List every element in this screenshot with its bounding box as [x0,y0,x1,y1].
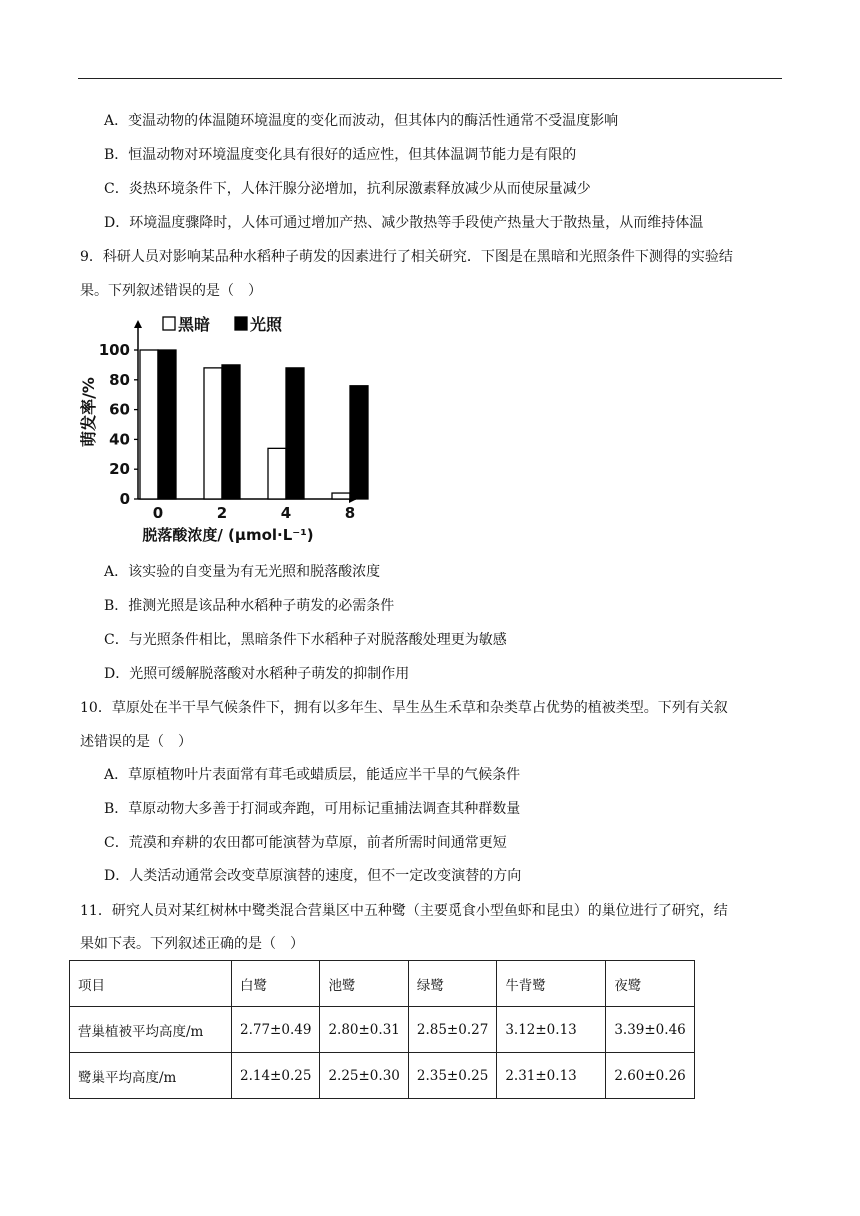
q9-option-c: C．与光照条件相比，黑暗条件下水稻种子对脱落酸处理更为敏感 [104,632,507,648]
bar-light [222,365,240,499]
bar-dark [204,368,222,499]
table-header-cell: 池鹭 [320,961,408,1007]
q9-stem-line1: 9．科研人员对影响某品种水稻种子萌发的因素进行了相关研究．下图是在黑暗和光照条件下测得的实验结 [80,249,733,265]
q10-stem-line2: 述错误的是（ ） [80,734,192,750]
q9-option-a: A．该实验的自变量为有无光照和脱落酸浓度 [104,564,381,580]
bar-light [286,368,304,499]
bar-dark [268,448,286,499]
x-tick-label: 8 [344,504,356,522]
table-cell: 2.80±0.31 [320,1007,408,1053]
x-tick-label: 2 [216,504,228,522]
table-cell: 2.14±0.25 [232,1053,320,1099]
y-axis-label: 萌发率/% [79,377,98,447]
header-rule [78,78,782,79]
q8-option-c: C．炎热环境条件下，人体汗腺分泌增加，抗利尿激素释放减少从而使尿量减少 [104,181,591,197]
legend-swatch-light [235,317,247,330]
table-header-cell: 牛背鹭 [497,961,606,1007]
legend-label-light: 光照 [250,315,283,334]
table-cell: 3.39±0.46 [606,1007,694,1053]
germination-bar-chart [78,312,378,548]
x-axis-label: 脱落酸浓度/ (μmol·L⁻¹) [142,526,314,544]
q10-option-a: A．草原植物叶片表面常有茸毛或蜡质层，能适应半干旱的气候条件 [104,767,521,783]
y-tick-label: 80 [109,370,130,389]
x-tick-label: 4 [280,504,292,522]
table-header-cell: 白鹭 [232,961,320,1007]
table-cell: 2.85±0.27 [408,1007,496,1053]
y-axis-arrow [134,320,142,328]
y-tick-label: 0 [119,490,130,508]
q9-option-b: B．推测光照是该品种水稻种子萌发的必需条件 [104,598,395,614]
q10-option-d: D．人类活动通常会改变草原演替的速度，但不一定改变演替的方向 [104,868,522,884]
q11-stem-line2: 果如下表。下列叙述正确的是（ ） [80,936,304,952]
table-cell: 鹭巢平均高度/m [70,1053,232,1099]
q11-stem-line1: 11．研究人员对某红树林中鹭类混合营巢区中五种鹭（主要觅食小型鱼虾和昆虫）的巢位进行了研究，结 [80,903,728,919]
q10-stem-line1: 10．草原处在半干旱气候条件下，拥有以多年生、旱生丛生禾草和杂类草占优势的植被类型。下列有关叙 [80,700,728,716]
legend-label-dark: 黑暗 [178,315,211,334]
q10-option-b: B．草原动物大多善于打洞或奔跑，可用标记重捕法调查其种群数量 [104,801,521,817]
q9-option-d: D．光照可缓解脱落酸对水稻种子萌发的抑制作用 [104,666,410,682]
table-header-cell: 项目 [70,961,232,1007]
q8-option-a: A．变温动物的体温随环境温度的变化而波动，但其体内的酶活性通常不受温度影响 [104,113,619,129]
table-row [70,1007,695,1053]
table-header-cell: 夜鹭 [606,961,694,1007]
y-tick-label: 60 [109,400,130,419]
q8-option-d: D．环境温度骤降时，人体可通过增加产热、减少散热等手段使产热量大于散热量，从而维持体温 [104,215,704,231]
table-cell: 营巢植被平均高度/m [70,1007,232,1053]
chart-bars [140,350,368,499]
table-cell: 2.77±0.49 [232,1007,320,1053]
y-tick-label: 20 [109,460,130,479]
y-tick-label: 40 [109,430,130,449]
legend-swatch-dark [163,317,175,330]
table-cell: 3.12±0.13 [497,1007,606,1053]
bar-dark [140,350,158,499]
table-cell: 2.31±0.13 [497,1053,606,1099]
table-row [70,1053,695,1099]
bar-dark [332,493,350,499]
bar-light [350,386,368,499]
table-cell: 2.25±0.30 [320,1053,408,1099]
q8-option-b: B．恒温动物对环境温度变化具有很好的适应性，但其体温调节能力是有限的 [104,147,577,163]
table-header-row [70,961,695,1007]
x-tick-label: 0 [152,504,164,522]
heron-nest-table [69,960,695,1099]
chart-legend [163,315,283,334]
table-cell: 2.35±0.25 [408,1053,496,1099]
table-header-cell: 绿鹭 [408,961,496,1007]
q10-option-c: C．荒漠和弃耕的农田都可能演替为草原，前者所需时间通常更短 [104,835,507,851]
bar-light [158,350,176,499]
table-cell: 2.60±0.26 [606,1053,694,1099]
y-tick-label: 100 [98,341,130,359]
q9-stem-line2: 果。下列叙述错误的是（ ） [80,283,262,299]
